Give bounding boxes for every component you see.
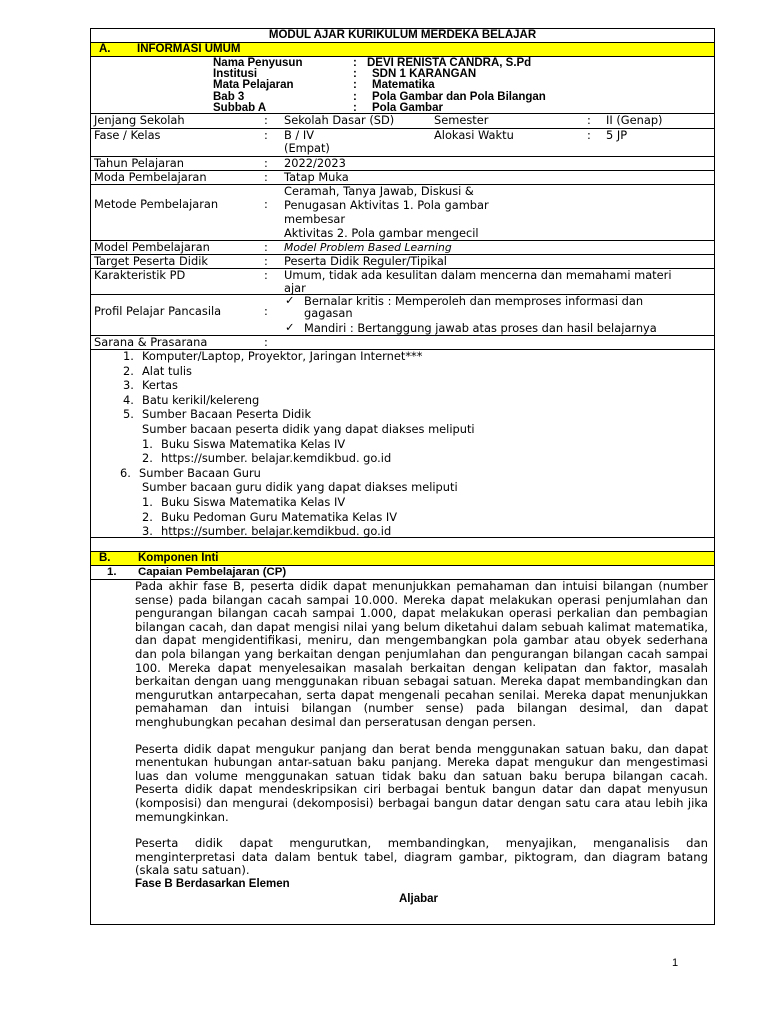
moda-colon: : [264, 170, 268, 184]
cp-label: Capaian Pembelajaran (CP) [138, 566, 287, 578]
sarana-item-number: 5. [123, 407, 134, 422]
sumber-guru-intro: Sumber bacaan guru didik yang dapat diakses meliputi [142, 480, 458, 495]
sarana-colon: : [264, 335, 268, 349]
check-icon: ✓ [285, 293, 295, 307]
alokasi-colon: : [587, 128, 591, 142]
sumber-guru-item-number: 3. [142, 524, 153, 539]
cp-paragraph: Peserta didik dapat mengukur panjang dan berat benda menggunakan satuan baku, dan dapat menentukan hubungan antar-satuan baku panjang. Mereka dapat mengukur dan mengestimasi luas dan volume menggunakan satuan tidak baku dan satuan baku berupa bilangan cacah. Peserta didik dapat mendeskripsikan ciri berbagai bentuk bangun datar dan dapat menyusun (komposisi) dan mengurai (dekomposisi) berbagai bangun datar dengan satu cara atau lebih jika memungkinkan. [135, 741, 708, 824]
info-value: DEVI RENISTA CANDRA, S.Pd [367, 57, 532, 69]
target-value: Peserta Didik Reguler/Tipikal [284, 254, 447, 268]
sarana-list [91, 350, 715, 538]
section-b-label: Komponen Inti [138, 552, 219, 564]
fase-label: Fase / Kelas [94, 128, 161, 142]
fase-b-elemen-heading: Fase B Berdasarkan Elemen [135, 877, 290, 890]
jenjang-colon: : [264, 113, 268, 127]
sarana-item: Alat tulis [142, 363, 192, 378]
alokasi-value: 5 JP [606, 128, 628, 142]
info-colon: : [353, 68, 357, 81]
sarana-item: Batu kerikil/kelereng [142, 392, 260, 407]
sarana-item-number: 4. [123, 392, 134, 407]
info-colon: : [353, 79, 357, 92]
row-jenjang [91, 114, 715, 129]
semester-value: II (Genap) [606, 113, 663, 127]
info-label: Mata Pelajaran [213, 79, 294, 92]
karakteristik-line2: ajar [284, 281, 306, 295]
sarana-item-number: 6. [120, 465, 131, 480]
section-b-header [91, 552, 715, 566]
page-number: 1 [672, 957, 679, 969]
check-icon: ✓ [285, 320, 295, 334]
sumber-guru-item: Buku Pedoman Guru Matematika Kelas IV [161, 509, 398, 524]
semester-label: Semester [434, 113, 489, 127]
sarana-item: Sumber Bacaan Guru [139, 465, 261, 480]
sarana-label: Sarana & Prasarana [94, 335, 208, 349]
info-label: Subbab A [213, 101, 267, 114]
fase-value: B / IV [284, 128, 315, 142]
cp-body [91, 580, 715, 925]
sarana-item-number: 3. [123, 378, 134, 393]
metode-line: Ceramah, Tanya Jawab, Diskusi & [284, 184, 474, 198]
info-label: Nama Penyusun [213, 57, 303, 69]
module-title: MODUL AJAR KURIKULUM MERDEKA BELAJAR [91, 29, 715, 43]
metode-line: Aktivitas 2. Pola gambar mengecil [284, 226, 479, 240]
sumber-guru-item-number: 2. [142, 509, 153, 524]
profil-colon: : [264, 304, 268, 318]
karakteristik-colon: : [264, 268, 268, 282]
profil-item-line1: Mandiri : Bertanggung jawab atas proses dan hasil belajarnya [304, 321, 657, 335]
metode-colon: : [264, 197, 268, 211]
row-tahun [91, 157, 715, 171]
row-target [91, 255, 715, 269]
model-value: Model Problem Based Learning [284, 241, 452, 254]
sarana-item: Sumber Bacaan Peserta Didik [142, 407, 312, 422]
cp-paragraph: Pada akhir fase B, peserta didik dapat menunjukkan pemahaman dan intuisi bilangan (number sense) pada bilangan cacah sampai 10.000. Mereka dapat melakukan operasi penjumlahan dan pengurangan bilangan cacah sampai 1.000, dapat melakukan operasi perkalian dan pembagian bilangan cacah, dan dapat mengisi nilai yang belum diketahui dalam sebuah kalimat matematika, dan dapat mengidentifikasi, meniru, dan mengembangkan pola gambar atau obyek sederhana dan pola bilangan yang berkaitan dengan penjumlahan dan pengurangan bilangan cacah sampai 100. Mereka dapat menyelesaikan masalah berkaitan dengan kelipatan dan faktor, masalah berkaitan dengan uang menggunakan ribuan sebagai satuan. Mereka dapat membandingkan dan mengurutkan antarpecahan, serta dapat mengenali pecahan senilai. Mereka dapat menunjukkan pemahaman dan intuisi bilangan (number sense) pada bilangan desimal, dan dapat menghubungkan pecahan desimal dan perseratusan dengan persen. [135, 579, 708, 729]
cp-number: 1. [107, 566, 117, 578]
section-a-header [91, 43, 715, 57]
row-fase [91, 129, 715, 157]
row-sarana [91, 336, 715, 350]
sumber-pd-item: Buku Siswa Matematika Kelas IV [161, 436, 346, 451]
row-profil [91, 295, 715, 336]
info-block [91, 57, 715, 114]
sumber-pd-item-number: 2. [142, 451, 153, 466]
info-value: Pola Gambar dan Pola Bilangan [372, 90, 546, 103]
info-label: Bab 3 [213, 90, 245, 103]
target-colon: : [264, 254, 268, 268]
row-karakteristik [91, 269, 715, 295]
empty-row [91, 538, 715, 552]
info-value: Matematika [372, 79, 435, 92]
info-colon: : [353, 101, 357, 114]
semester-colon: : [587, 113, 591, 127]
aljabar-heading: Aljabar [399, 892, 438, 905]
tahun-value: 2022/2023 [284, 156, 346, 170]
info-colon: : [353, 57, 357, 69]
karakteristik-label: Karakteristik PD [94, 268, 186, 282]
fase-value-line2: (Empat) [284, 141, 330, 155]
metode-label: Metode Pembelajaran [94, 197, 219, 211]
moda-label: Moda Pembelajaran [94, 170, 207, 184]
sarana-item-number: 2. [123, 363, 134, 378]
module-table [90, 28, 715, 925]
section-a-label: INFORMASI UMUM [137, 43, 241, 55]
model-label: Model Pembelajaran [94, 240, 210, 254]
info-label: Institusi [213, 68, 258, 81]
sumber-guru-item: Buku Siswa Matematika Kelas IV [161, 495, 346, 509]
tahun-colon: : [264, 156, 268, 170]
alokasi-label: Alokasi Waktu [434, 128, 514, 142]
sarana-item-number: 1. [123, 349, 134, 363]
fase-colon: : [264, 128, 268, 142]
section-b-number: B. [99, 552, 111, 564]
sarana-item: Kertas [142, 378, 178, 393]
sumber-pd-item: https://sumber. belajar.kemdikbud. go.id [161, 451, 392, 466]
sumber-guru-item: https://sumber. belajar.kemdikbud. go.id [161, 524, 392, 539]
moda-value: Tatap Muka [284, 170, 349, 184]
document [90, 28, 714, 925]
tahun-label: Tahun Pelajaran [94, 156, 184, 170]
info-value: Pola Gambar [372, 101, 443, 114]
profil-item-line1: Bernalar kritis : Memperoleh dan memproses informasi dan [304, 294, 644, 308]
row-model [91, 241, 715, 255]
sumber-pd-item-number: 1. [142, 436, 153, 451]
row-metode [91, 185, 715, 241]
sarana-item: Komputer/Laptop, Proyektor, Jaringan Internet*** [142, 349, 423, 363]
cp-header [91, 566, 715, 580]
sumber-guru-item-number: 1. [142, 495, 153, 509]
row-moda [91, 171, 715, 185]
target-label: Target Peserta Didik [94, 254, 208, 268]
metode-line: Penugasan Aktivitas 1. Pola gambar [284, 198, 489, 212]
karakteristik-line1: Umum, tidak ada kesulitan dalam mencerna dan memahami materi [284, 268, 672, 282]
info-colon: : [353, 90, 357, 103]
info-value: SDN 1 KARANGAN [372, 68, 477, 81]
jenjang-label: Jenjang Sekolah [94, 113, 185, 127]
profil-label: Profil Pelajar Pancasila [94, 304, 222, 318]
cp-paragraph: Peserta didik dapat mengurutkan, membandingkan, menyajikan, menganalisis dan menginterpretasi data dalam bentuk tabel, diagram gambar, piktogram, dan diagram batang (skala satu satuan). [135, 836, 708, 878]
model-colon: : [264, 240, 268, 254]
section-a-number: A. [99, 43, 111, 55]
sumber-pd-intro: Sumber bacaan peserta didik yang dapat diakses meliputi [142, 422, 475, 436]
jenjang-value: Sekolah Dasar (SD) [284, 113, 395, 127]
metode-line: membesar [284, 212, 346, 226]
profil-item-line2: gagasan [304, 306, 353, 320]
